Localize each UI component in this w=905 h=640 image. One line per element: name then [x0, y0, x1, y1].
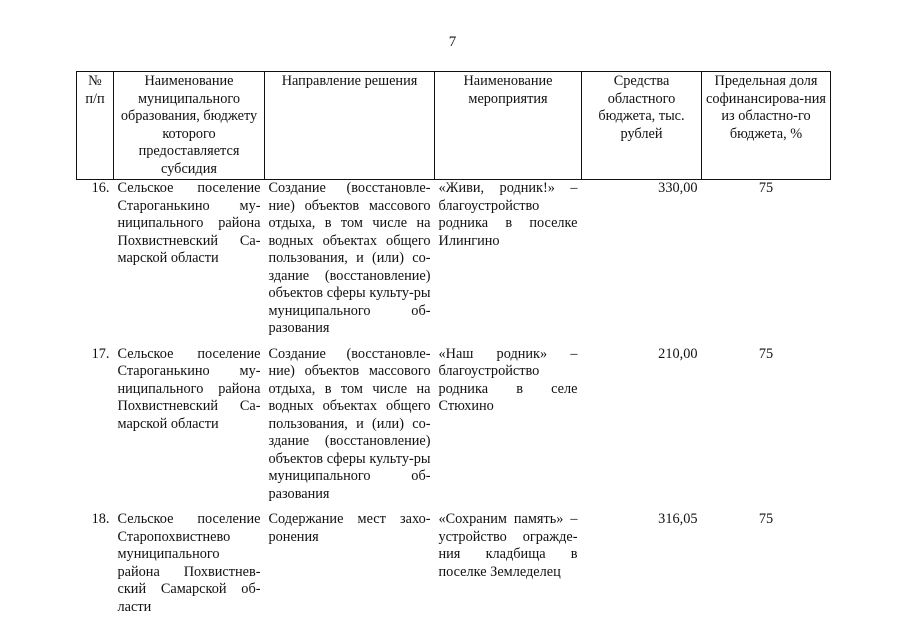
- row-municipality: Сельское поселение Староганькино му-ниципального района Похвистневский Са-марской области: [117, 345, 261, 432]
- row-direction: Создание (восстановле-ние) объектов массового отдыха, в том числе на водных объектах общего пользования, и (или) со-здание (восстановление) объектов сферы культу-ры муниципального об-разования: [268, 180, 431, 336]
- header-municipality: Наименование муниципального образования, бюджету которого предоставляется субсидия: [114, 72, 265, 180]
- header-amount: Средства областного бюджета, тыс. рублей: [582, 72, 702, 180]
- row-number: 17.: [91, 345, 110, 362]
- header-number: № п/п: [77, 72, 114, 180]
- row-share: 75: [758, 511, 774, 527]
- row-municipality: Сельское поселение Старопохвистнево муниципального района Похвистнев-ский Самарской об-ласти: [117, 511, 261, 615]
- row-amount: 316,05: [658, 511, 698, 527]
- row-municipality: Сельское поселение Староганькино му-ниципального района Похвистневский Са-марской области: [117, 180, 261, 266]
- row-event: «Живи, родник!» – благоустройство родника в поселке Илингино: [438, 180, 578, 249]
- row-event: «Наш родник» – благоустройство родника в селе Стюхино: [438, 345, 578, 414]
- row-amount: 330,00: [658, 180, 698, 196]
- header-direction: Направление решения: [265, 72, 435, 180]
- row-number: 16.: [91, 180, 110, 196]
- table-row: [77, 511, 831, 624]
- table-row: [77, 180, 831, 346]
- row-share: 75: [758, 180, 774, 196]
- table-body: [77, 180, 831, 625]
- table-header: [77, 72, 831, 180]
- header-share: Предельная доля софинансирова-ния из областно-го бюджета, %: [702, 72, 831, 180]
- row-direction: Создание (восстановле-ние) объектов массового отдыха, в том числе на водных объектах общего пользования, и (или) со-здание (восстановление) объектов сферы культу-ры муниципального об-разования: [268, 345, 431, 502]
- row-amount: 210,00: [658, 345, 698, 362]
- page-number: 7: [448, 34, 457, 50]
- row-direction: Содержание мест захо-ронения: [268, 511, 431, 545]
- row-share: 75: [758, 345, 774, 362]
- header-event: Наименование мероприятия: [435, 72, 582, 180]
- table-row: [77, 346, 831, 512]
- subsidy-table: [76, 71, 831, 624]
- header-row: [77, 72, 831, 180]
- row-event: «Сохраним память» – устройство огражде-ния кладбища в поселке Земледелец: [438, 511, 578, 580]
- row-number: 18.: [91, 511, 110, 527]
